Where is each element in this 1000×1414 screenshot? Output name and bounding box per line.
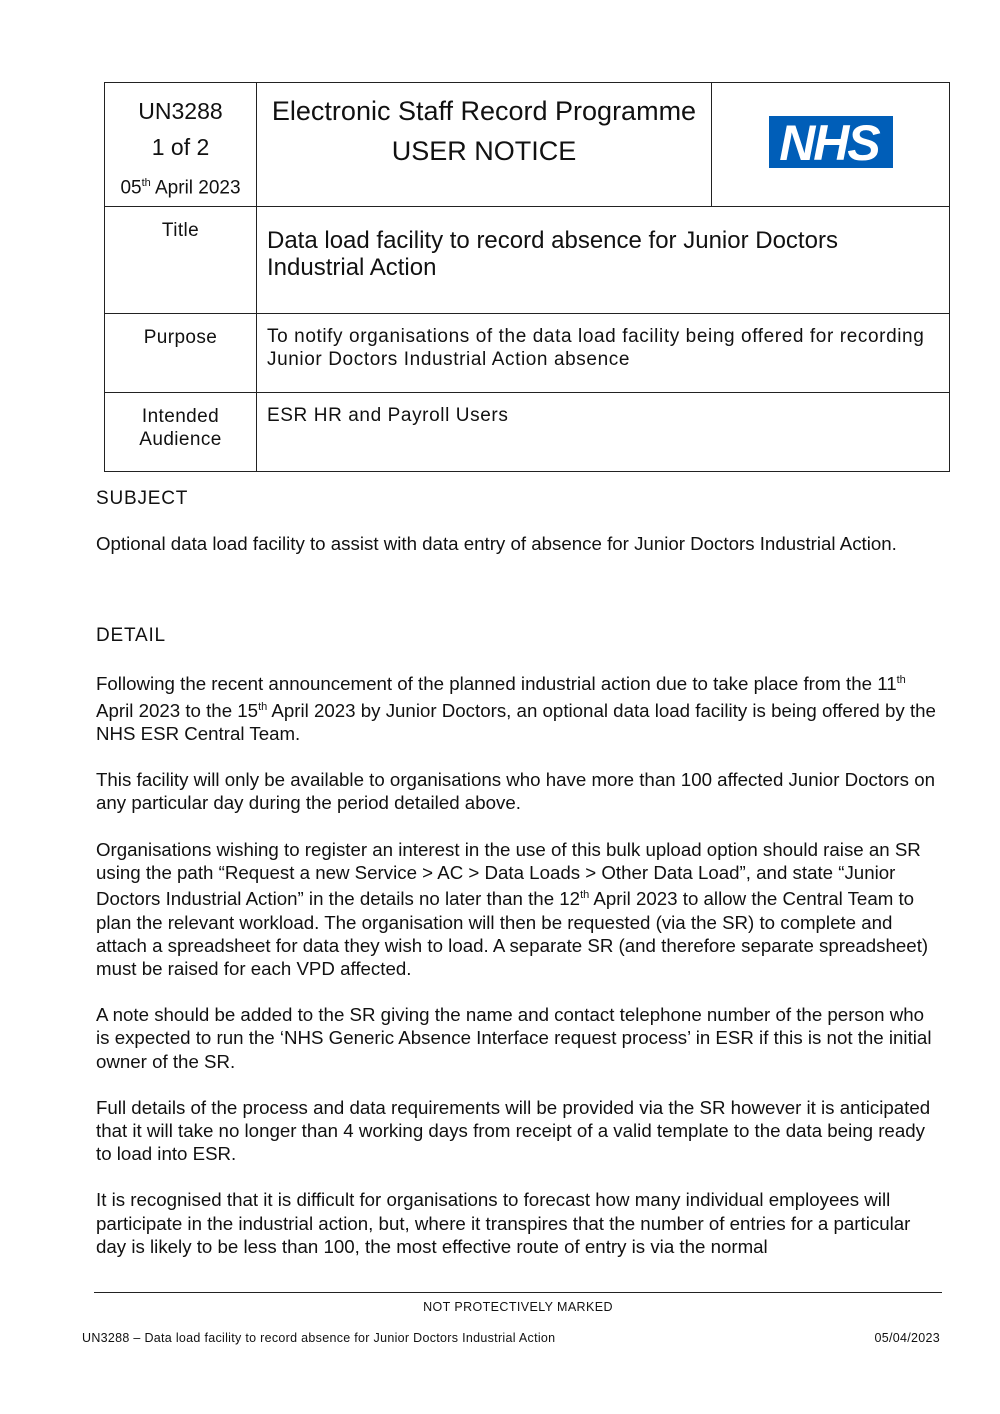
footer-date: 05/04/2023 — [874, 1331, 940, 1345]
subject-text: Optional data load facility to assist with data entry of absence for Junior Doctors Industrial Action. — [96, 533, 897, 554]
audience-label-line-1: Intended — [141, 406, 220, 428]
detail-paragraph-3: Organisations wishing to register an interest in the use of this bulk upload option should raise an SR using the path “Request a new Service > AC > Data Loads > Other Data Load”, and state “Junior Doctors Industrial Action” in the details no later than the 12th April 2023 to allow the Central Team to plan the relevant workload. The organisation will then be requested (via the SR) to complete and attach a spreadsheet for data they wish to load. A separate SR (and therefore separate spreadsheet) must be raised for each VPD affected. — [96, 838, 929, 979]
footer-document-title: UN3288 – Data load facility to record absence for Junior Doctors Industrial Action — [82, 1331, 556, 1345]
detail-paragraph-4: A note should be added to the SR giving the name and contact telephone number of the person who is expected to run the ‘NHS Generic Absence Interface request process’ in ESR if this is not the initial owner of the SR. — [96, 1004, 932, 1072]
notice-type: USER NOTICE — [391, 136, 577, 166]
audience-label-line-2: Audience — [139, 429, 222, 451]
logo-cell — [712, 83, 950, 207]
detail-paragraph-5: Full details of the process and data requirements will be provided via the SR however it is anticipated that it will take no longer than 4 working days from receipt of a valid template to the data being ready to load into ESR. — [96, 1096, 931, 1165]
footer-divider — [94, 1292, 942, 1293]
subject-heading: SUBJECT — [96, 488, 189, 509]
reference-number: UN3288 — [138, 98, 223, 124]
detail-paragraph-6: It is recognised that it is difficult for organisations to forecast how many individual employees will participate in the industrial action, but, where it transpires that the number of entries for a particular day is likely to be less than 100, the most effective route of entry is via the normal — [96, 1189, 911, 1257]
detail-heading: DETAIL — [96, 625, 166, 647]
audience-label — [105, 393, 257, 472]
programme-name: Electronic Staff Record Programme — [271, 96, 697, 126]
purpose-value: To notify organisations of the data load facility being offered for recording Junior Doctors Industrial Action absence — [257, 314, 950, 393]
issue-date: 05th April 2023 — [120, 177, 241, 199]
reference-cell — [105, 83, 257, 207]
page-count: 1 of 2 — [151, 134, 210, 160]
audience-value: ESR HR and Payroll Users — [257, 393, 950, 472]
nhs-logo-icon — [769, 116, 893, 168]
detail-paragraph-1: Following the recent announcement of the planned industrial action due to take place from the 11th April 2023 to the 15th April 2023 by Junior Doctors, an optional data load facility is being offered by the NHS ESR Central Team. — [96, 673, 936, 745]
document-body — [96, 487, 941, 1281]
title-label: Title — [105, 207, 257, 314]
detail-paragraph-2: This facility will only be available to organisations who have more than 100 affected Junior Doctors on any particular day during the period detailed above. — [96, 769, 935, 814]
header-table — [104, 82, 950, 472]
nhs-logo-text: NHS — [778, 116, 879, 169]
purpose-label: Purpose — [105, 314, 257, 393]
programme-cell — [257, 83, 712, 207]
title-value: Data load facility to record absence for Junior Doctors Industrial Action — [257, 207, 950, 314]
protective-marking: NOT PROTECTIVELY MARKED — [423, 1300, 613, 1314]
